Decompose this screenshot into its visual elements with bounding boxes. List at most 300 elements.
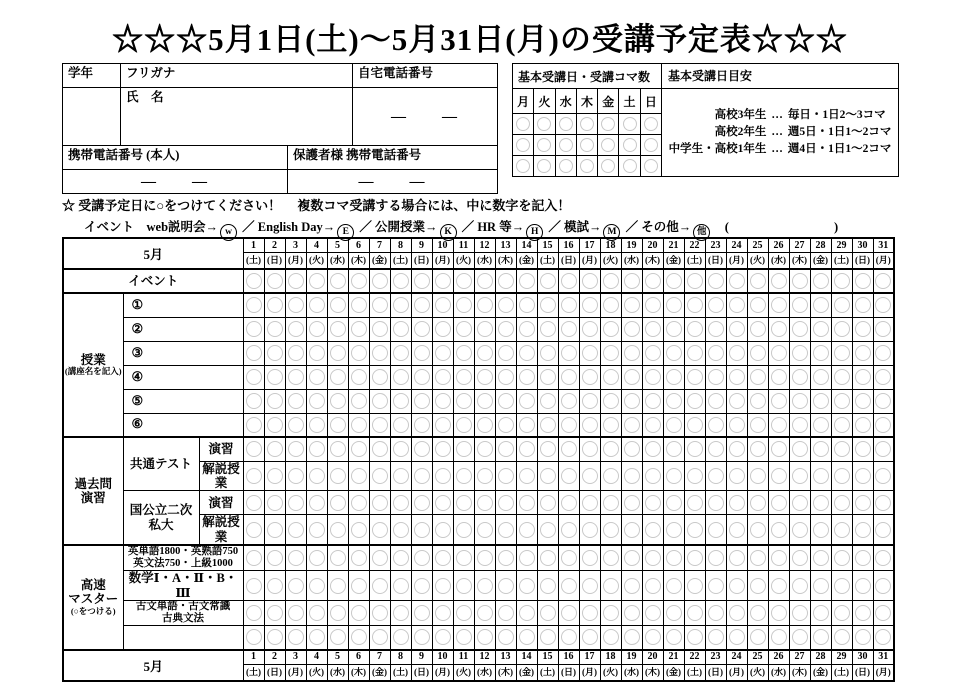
schedule-cell[interactable] [369,571,390,601]
schedule-cell[interactable] [852,413,873,437]
schedule-cell[interactable] [390,515,411,545]
schedule-cell[interactable] [768,317,789,341]
schedule-cell[interactable] [411,515,432,545]
schedule-cell[interactable] [474,341,495,365]
schedule-cell[interactable] [432,293,453,317]
schedule-cell[interactable] [642,491,663,515]
schedule-cell[interactable] [537,413,558,437]
schedule-cell[interactable] [264,600,285,625]
weekday-circle-cell[interactable] [598,156,619,177]
schedule-cell[interactable] [873,293,894,317]
schedule-cell[interactable] [306,293,327,317]
schedule-cell[interactable] [432,389,453,413]
schedule-cell[interactable] [621,317,642,341]
schedule-cell[interactable] [369,293,390,317]
schedule-cell[interactable] [285,545,306,571]
schedule-cell[interactable] [411,491,432,515]
schedule-cell[interactable] [726,389,747,413]
schedule-cell[interactable] [684,571,705,601]
schedule-cell[interactable] [789,600,810,625]
schedule-cell[interactable] [558,389,579,413]
schedule-cell[interactable] [621,413,642,437]
schedule-cell[interactable] [642,437,663,461]
schedule-cell[interactable] [327,341,348,365]
schedule-cell[interactable] [705,461,726,491]
schedule-cell[interactable] [747,515,768,545]
schedule-cell[interactable] [495,545,516,571]
schedule-cell[interactable] [348,437,369,461]
schedule-cell[interactable] [747,389,768,413]
weekday-circle-cell[interactable] [640,156,661,177]
schedule-cell[interactable] [873,437,894,461]
schedule-cell[interactable] [852,515,873,545]
schedule-cell[interactable] [726,341,747,365]
weekday-circle-cell[interactable] [576,114,597,135]
schedule-cell[interactable] [642,341,663,365]
schedule-cell[interactable] [831,341,852,365]
schedule-cell[interactable] [579,461,600,491]
schedule-cell[interactable] [726,437,747,461]
schedule-cell[interactable] [369,515,390,545]
schedule-cell[interactable] [705,571,726,601]
schedule-cell[interactable] [264,341,285,365]
schedule-cell[interactable] [411,269,432,293]
schedule-cell[interactable] [579,293,600,317]
schedule-cell[interactable] [264,437,285,461]
schedule-cell[interactable] [558,365,579,389]
weekday-circle-cell[interactable] [555,156,576,177]
schedule-cell[interactable] [348,365,369,389]
schedule-cell[interactable] [348,491,369,515]
schedule-cell[interactable] [810,515,831,545]
schedule-cell[interactable] [579,437,600,461]
schedule-cell[interactable] [390,600,411,625]
schedule-cell[interactable] [663,571,684,601]
schedule-cell[interactable] [747,293,768,317]
schedule-cell[interactable] [411,437,432,461]
schedule-cell[interactable] [873,413,894,437]
schedule-cell[interactable] [726,571,747,601]
schedule-cell[interactable] [327,515,348,545]
schedule-cell[interactable] [327,437,348,461]
schedule-cell[interactable] [243,461,264,491]
schedule-cell[interactable] [558,413,579,437]
schedule-cell[interactable] [852,626,873,650]
schedule-cell[interactable] [642,293,663,317]
schedule-cell[interactable] [327,461,348,491]
schedule-cell[interactable] [705,437,726,461]
schedule-cell[interactable] [726,461,747,491]
schedule-cell[interactable] [873,389,894,413]
schedule-cell[interactable] [726,413,747,437]
schedule-cell[interactable] [768,491,789,515]
schedule-cell[interactable] [852,293,873,317]
schedule-cell[interactable] [831,626,852,650]
schedule-cell[interactable] [285,626,306,650]
schedule-cell[interactable] [789,341,810,365]
schedule-cell[interactable] [264,365,285,389]
schedule-cell[interactable] [642,600,663,625]
schedule-cell[interactable] [789,491,810,515]
schedule-cell[interactable] [705,317,726,341]
schedule-cell[interactable] [516,317,537,341]
schedule-cell[interactable] [348,413,369,437]
schedule-cell[interactable] [495,365,516,389]
schedule-cell[interactable] [873,515,894,545]
schedule-cell[interactable] [600,365,621,389]
schedule-cell[interactable] [831,545,852,571]
schedule-cell[interactable] [453,491,474,515]
schedule-cell[interactable] [306,389,327,413]
schedule-cell[interactable] [873,317,894,341]
schedule-cell[interactable] [411,545,432,571]
schedule-cell[interactable] [600,389,621,413]
schedule-cell[interactable] [264,461,285,491]
schedule-cell[interactable] [663,626,684,650]
schedule-cell[interactable] [768,571,789,601]
schedule-cell[interactable] [579,341,600,365]
schedule-cell[interactable] [684,293,705,317]
weekday-circle-cell[interactable] [619,156,640,177]
schedule-cell[interactable] [684,389,705,413]
schedule-cell[interactable] [810,341,831,365]
schedule-cell[interactable] [243,515,264,545]
mobile-self-field[interactable] [63,170,288,194]
schedule-cell[interactable] [726,365,747,389]
schedule-cell[interactable] [621,437,642,461]
schedule-cell[interactable] [642,269,663,293]
schedule-cell[interactable] [411,389,432,413]
schedule-cell[interactable] [642,545,663,571]
schedule-cell[interactable] [474,437,495,461]
schedule-cell[interactable] [600,317,621,341]
schedule-cell[interactable] [663,545,684,571]
schedule-cell[interactable] [768,389,789,413]
schedule-cell[interactable] [432,571,453,601]
schedule-cell[interactable] [285,269,306,293]
schedule-cell[interactable] [474,571,495,601]
schedule-cell[interactable] [453,545,474,571]
schedule-cell[interactable] [327,491,348,515]
schedule-cell[interactable] [495,341,516,365]
weekday-circle-cell[interactable] [534,114,555,135]
schedule-cell[interactable] [327,389,348,413]
schedule-cell[interactable] [600,515,621,545]
schedule-cell[interactable] [369,491,390,515]
schedule-cell[interactable] [537,461,558,491]
schedule-cell[interactable] [243,437,264,461]
schedule-cell[interactable] [621,461,642,491]
schedule-cell[interactable] [831,600,852,625]
schedule-cell[interactable] [264,626,285,650]
schedule-cell[interactable] [495,413,516,437]
schedule-cell[interactable] [537,571,558,601]
schedule-cell[interactable] [243,317,264,341]
schedule-cell[interactable] [411,317,432,341]
schedule-cell[interactable] [726,545,747,571]
schedule-cell[interactable] [852,389,873,413]
schedule-cell[interactable] [306,413,327,437]
schedule-cell[interactable] [705,626,726,650]
schedule-cell[interactable] [348,389,369,413]
schedule-cell[interactable] [537,269,558,293]
schedule-cell[interactable] [663,293,684,317]
schedule-cell[interactable] [663,491,684,515]
schedule-cell[interactable] [621,491,642,515]
schedule-cell[interactable] [390,341,411,365]
schedule-cell[interactable] [327,626,348,650]
schedule-cell[interactable] [390,437,411,461]
schedule-cell[interactable] [243,571,264,601]
schedule-cell[interactable] [327,317,348,341]
schedule-cell[interactable] [495,600,516,625]
schedule-cell[interactable] [432,600,453,625]
schedule-cell[interactable] [558,437,579,461]
schedule-cell[interactable] [516,461,537,491]
schedule-cell[interactable] [390,626,411,650]
schedule-cell[interactable] [600,413,621,437]
schedule-cell[interactable] [642,461,663,491]
schedule-cell[interactable] [411,461,432,491]
schedule-cell[interactable] [390,365,411,389]
schedule-cell[interactable] [306,491,327,515]
schedule-cell[interactable] [621,571,642,601]
schedule-cell[interactable] [474,545,495,571]
schedule-cell[interactable] [348,545,369,571]
schedule-cell[interactable] [243,341,264,365]
weekday-circle-cell[interactable] [513,135,534,156]
schedule-cell[interactable] [432,413,453,437]
schedule-cell[interactable] [285,413,306,437]
schedule-cell[interactable] [537,545,558,571]
schedule-cell[interactable] [831,461,852,491]
schedule-cell[interactable] [411,341,432,365]
schedule-cell[interactable] [768,515,789,545]
schedule-cell[interactable] [831,571,852,601]
schedule-cell[interactable] [831,437,852,461]
schedule-cell[interactable] [768,437,789,461]
schedule-cell[interactable] [369,317,390,341]
schedule-cell[interactable] [768,413,789,437]
schedule-cell[interactable] [411,600,432,625]
schedule-cell[interactable] [369,600,390,625]
schedule-cell[interactable] [285,389,306,413]
schedule-cell[interactable] [411,413,432,437]
schedule-cell[interactable] [579,515,600,545]
schedule-cell[interactable] [600,626,621,650]
schedule-cell[interactable] [369,461,390,491]
schedule-cell[interactable] [579,545,600,571]
schedule-cell[interactable] [684,461,705,491]
schedule-cell[interactable] [453,389,474,413]
weekday-circle-cell[interactable] [534,156,555,177]
schedule-cell[interactable] [873,600,894,625]
schedule-cell[interactable] [663,269,684,293]
schedule-cell[interactable] [537,437,558,461]
schedule-cell[interactable] [285,461,306,491]
schedule-cell[interactable] [348,269,369,293]
schedule-cell[interactable] [453,293,474,317]
schedule-cell[interactable] [873,545,894,571]
schedule-cell[interactable] [495,515,516,545]
schedule-cell[interactable] [243,365,264,389]
schedule-cell[interactable] [831,317,852,341]
schedule-cell[interactable] [705,341,726,365]
schedule-cell[interactable] [558,571,579,601]
schedule-cell[interactable] [516,491,537,515]
schedule-cell[interactable] [390,491,411,515]
schedule-cell[interactable] [453,269,474,293]
schedule-cell[interactable] [558,293,579,317]
schedule-cell[interactable] [810,365,831,389]
schedule-cell[interactable] [264,515,285,545]
schedule-cell[interactable] [432,341,453,365]
schedule-cell[interactable] [663,515,684,545]
schedule-cell[interactable] [705,600,726,625]
schedule-cell[interactable] [621,600,642,625]
schedule-cell[interactable] [600,341,621,365]
schedule-cell[interactable] [306,515,327,545]
schedule-cell[interactable] [285,365,306,389]
schedule-cell[interactable] [747,545,768,571]
schedule-cell[interactable] [684,515,705,545]
schedule-cell[interactable] [810,317,831,341]
schedule-cell[interactable] [579,491,600,515]
schedule-cell[interactable] [579,600,600,625]
schedule-cell[interactable] [453,317,474,341]
schedule-cell[interactable] [831,293,852,317]
schedule-cell[interactable] [663,437,684,461]
schedule-cell[interactable] [453,515,474,545]
schedule-cell[interactable] [516,437,537,461]
schedule-cell[interactable] [600,491,621,515]
schedule-cell[interactable] [264,293,285,317]
schedule-cell[interactable] [516,515,537,545]
schedule-cell[interactable] [705,293,726,317]
schedule-cell[interactable] [663,461,684,491]
weekday-circle-cell[interactable] [640,114,661,135]
schedule-cell[interactable] [789,461,810,491]
schedule-cell[interactable] [789,571,810,601]
schedule-cell[interactable] [768,293,789,317]
schedule-cell[interactable] [474,461,495,491]
schedule-cell[interactable] [516,571,537,601]
schedule-cell[interactable] [579,317,600,341]
schedule-cell[interactable] [306,600,327,625]
schedule-cell[interactable] [495,571,516,601]
schedule-cell[interactable] [327,293,348,317]
schedule-cell[interactable] [684,600,705,625]
schedule-cell[interactable] [558,626,579,650]
schedule-cell[interactable] [327,545,348,571]
schedule-cell[interactable] [453,341,474,365]
schedule-cell[interactable] [306,341,327,365]
schedule-cell[interactable] [642,317,663,341]
schedule-cell[interactable] [747,413,768,437]
schedule-cell[interactable] [810,600,831,625]
schedule-cell[interactable] [474,413,495,437]
schedule-cell[interactable] [348,341,369,365]
schedule-cell[interactable] [474,317,495,341]
schedule-cell[interactable] [852,269,873,293]
schedule-cell[interactable] [558,491,579,515]
weekday-circle-cell[interactable] [619,135,640,156]
schedule-cell[interactable] [684,437,705,461]
mobile-guardian-field[interactable] [288,170,498,194]
schedule-cell[interactable] [642,515,663,545]
schedule-cell[interactable] [789,317,810,341]
schedule-cell[interactable] [516,269,537,293]
schedule-cell[interactable] [537,365,558,389]
schedule-cell[interactable] [768,545,789,571]
home-phone-field[interactable] [353,88,498,146]
schedule-cell[interactable] [327,365,348,389]
schedule-cell[interactable] [579,389,600,413]
schedule-cell[interactable] [726,600,747,625]
schedule-cell[interactable] [810,571,831,601]
schedule-cell[interactable] [453,461,474,491]
schedule-cell[interactable] [642,626,663,650]
schedule-cell[interactable] [852,545,873,571]
schedule-cell[interactable] [621,293,642,317]
schedule-cell[interactable] [831,491,852,515]
schedule-cell[interactable] [453,600,474,625]
schedule-cell[interactable] [348,461,369,491]
schedule-cell[interactable] [852,600,873,625]
schedule-cell[interactable] [789,545,810,571]
schedule-cell[interactable] [642,365,663,389]
schedule-cell[interactable] [663,413,684,437]
schedule-cell[interactable] [831,515,852,545]
schedule-cell[interactable] [264,389,285,413]
schedule-cell[interactable] [558,317,579,341]
schedule-cell[interactable] [747,491,768,515]
schedule-cell[interactable] [789,413,810,437]
schedule-cell[interactable] [369,626,390,650]
schedule-cell[interactable] [600,437,621,461]
schedule-cell[interactable] [495,317,516,341]
schedule-cell[interactable] [453,437,474,461]
schedule-cell[interactable] [600,545,621,571]
schedule-cell[interactable] [474,626,495,650]
schedule-cell[interactable] [621,545,642,571]
schedule-cell[interactable] [705,515,726,545]
schedule-cell[interactable] [390,571,411,601]
schedule-cell[interactable] [663,365,684,389]
schedule-cell[interactable] [516,626,537,650]
schedule-cell[interactable] [768,341,789,365]
schedule-cell[interactable] [621,269,642,293]
schedule-cell[interactable] [516,341,537,365]
schedule-cell[interactable] [852,571,873,601]
schedule-cell[interactable] [495,269,516,293]
weekday-circle-cell[interactable] [598,114,619,135]
schedule-cell[interactable] [684,317,705,341]
schedule-cell[interactable] [852,341,873,365]
schedule-cell[interactable] [390,413,411,437]
schedule-cell[interactable] [810,461,831,491]
schedule-cell[interactable] [873,491,894,515]
schedule-cell[interactable] [579,626,600,650]
schedule-cell[interactable] [663,389,684,413]
schedule-cell[interactable] [432,515,453,545]
schedule-cell[interactable] [684,626,705,650]
schedule-cell[interactable] [432,461,453,491]
schedule-cell[interactable] [264,545,285,571]
schedule-cell[interactable] [789,269,810,293]
schedule-cell[interactable] [537,600,558,625]
schedule-cell[interactable] [684,545,705,571]
